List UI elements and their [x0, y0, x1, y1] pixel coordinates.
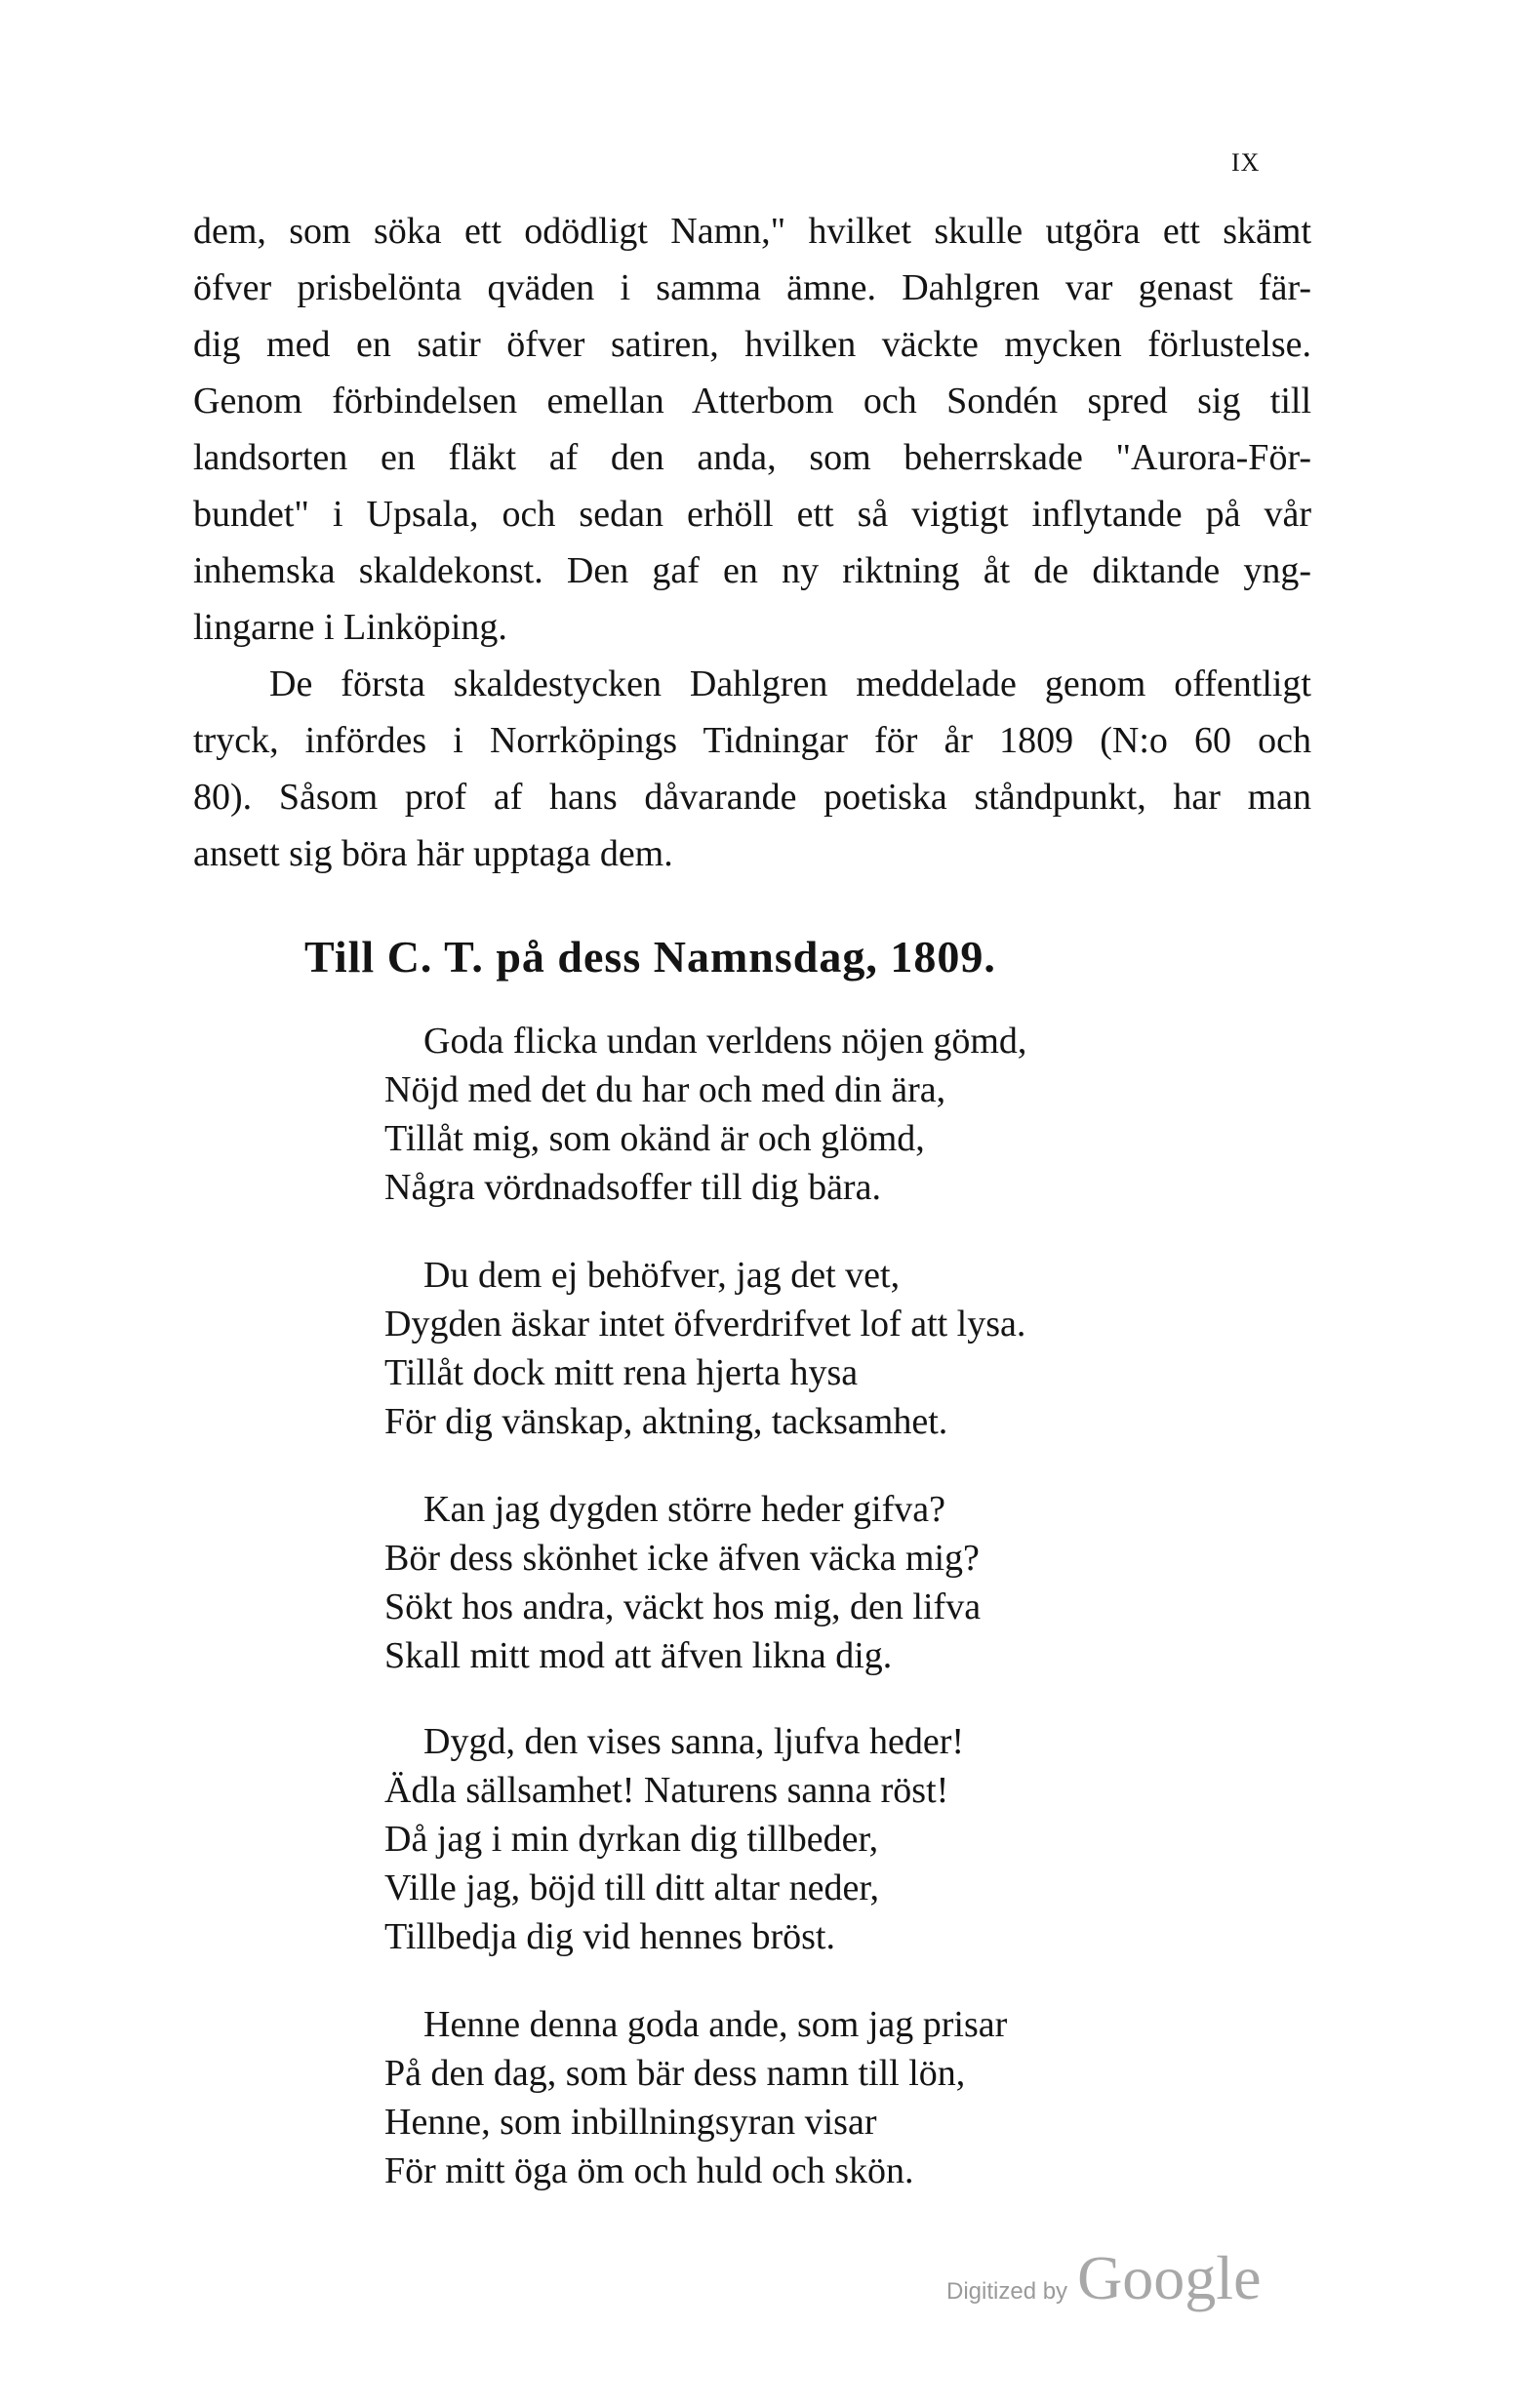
poem-title: Till C. T. på dess Namnsdag, 1809. — [304, 932, 996, 982]
intro-line-5: landsorten en fläkt af den anda, som beherrskade "Aurora-För- — [193, 437, 1311, 478]
verse-line: Henne denna goda ande, som jag prisar — [423, 2004, 1008, 2045]
intro-line-6: bundet" i Upsala, och sedan erhöll ett så vigtigt inflytande på vår — [193, 494, 1311, 535]
verse-line: Sökt hos andra, väckt hos mig, den lifva — [384, 1586, 982, 1627]
verse-line: Henne, som inbillningsyran visar — [384, 2102, 877, 2143]
intro-line-3: dig med en satir öfver satiren, hvilken väckte mycken förlustelse. — [193, 324, 1311, 365]
intro-line-10: tryck, infördes i Norrköpings Tidningar för år 1809 (N:o 60 och — [193, 720, 1311, 761]
intro-line-4: Genom förbindelsen emellan Atterbom och Sondén spred sig till — [193, 381, 1311, 421]
verse-line: Dygden äskar intet öfverdrifvet lof att lysa. — [384, 1304, 1026, 1344]
verse-line: Tillbedja dig vid hennes bröst. — [384, 1916, 835, 1957]
verse-line: Ville jag, böjd till ditt altar neder, — [384, 1867, 879, 1908]
intro-line-1: dem, som söka ett odödligt Namn," hvilket skulle utgöra ett skämt — [193, 211, 1311, 252]
watermark-prefix: Digitized by — [946, 2278, 1068, 2305]
verse-line: Nöjd med det du har och med din ära, — [384, 1069, 946, 1110]
google-logo-text: Google — [1077, 2243, 1262, 2312]
intro-line-12: ansett sig böra här upptaga dem. — [193, 833, 673, 874]
intro-line-8: lingarne i Linköping. — [193, 607, 507, 648]
verse-line: Du dem ej behöfver, jag det vet, — [423, 1255, 901, 1296]
verse-line: Skall mitt mod att äfven likna dig. — [384, 1635, 893, 1676]
intro-line-2: öfver prisbelönta qväden i samma ämne. Dahlgren var genast fär- — [193, 267, 1311, 308]
verse-line: För dig vänskap, aktning, tacksamhet. — [384, 1401, 948, 1442]
verse-line: Goda flicka undan verldens nöjen gömd, — [423, 1021, 1027, 1062]
verse-line: Kan jag dygden större heder gifva? — [423, 1489, 945, 1530]
verse-line: Ädla sällsamhet! Naturens sanna röst! — [384, 1770, 949, 1811]
digitized-watermark — [946, 2242, 1261, 2314]
verse-line: Dygd, den vises sanna, ljufva heder! — [423, 1721, 965, 1762]
intro-line-7: inhemska skaldekonst. Den gaf en ny riktning åt de diktande yng- — [193, 550, 1311, 591]
verse-line: Tillåt mig, som okänd är och glömd, — [384, 1118, 925, 1159]
verse-line: Bör dess skönhet icke äfven väcka mig? — [384, 1538, 980, 1579]
verse-line: Några vördnadsoffer till dig bära. — [384, 1167, 881, 1208]
page-number: IX — [1231, 148, 1261, 177]
intro-line-9: De första skaldestycken Dahlgren meddelade genom offentligt — [269, 663, 1311, 704]
verse-line: På den dag, som bär dess namn till lön, — [384, 2053, 966, 2094]
verse-line: Då jag i min dyrkan dig tillbeder, — [384, 1819, 879, 1860]
intro-line-11: 80). Såsom prof af hans dåvarande poetiska ståndpunkt, har man — [193, 777, 1311, 818]
verse-line: Tillåt dock mitt rena hjerta hysa — [384, 1352, 859, 1393]
verse-line: För mitt öga öm och huld och skön. — [384, 2150, 914, 2191]
